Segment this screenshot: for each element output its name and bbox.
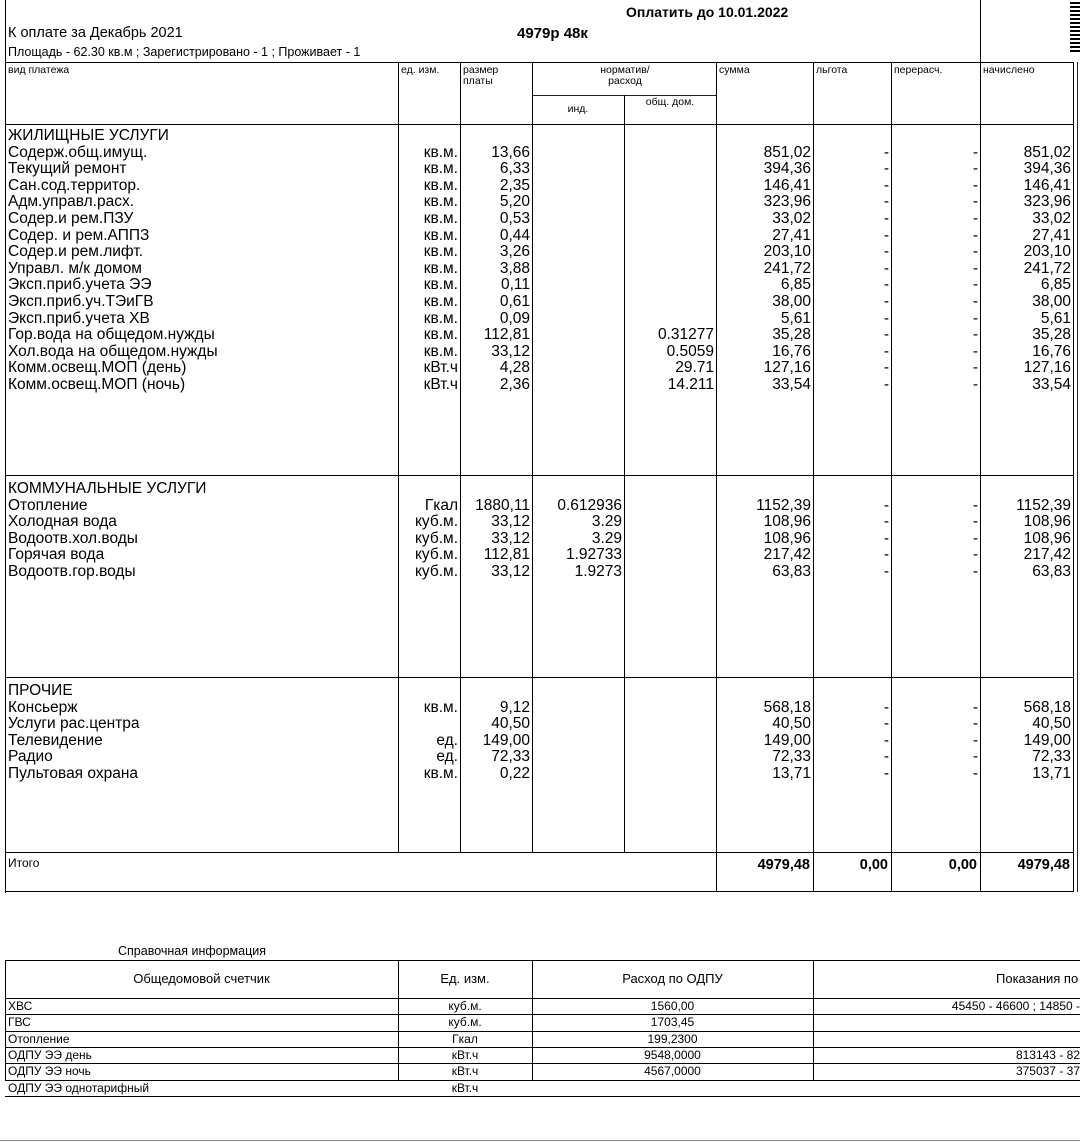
cell-sum: 146,41 [763, 176, 811, 194]
section-title: КОММУНАЛЬНЫЕ УСЛУГИ [8, 480, 207, 497]
cell-sum: 149,00 [763, 731, 811, 749]
cell-recalc: - [972, 160, 978, 178]
total-recalc: 0,00 [948, 857, 977, 873]
ref-cell-unit: Гкал [452, 1031, 478, 1046]
ref-header-readings: Показания по [996, 971, 1079, 986]
ref-header-meter: Общедомовой счетчик [133, 971, 270, 986]
ref-cell-usage: 1560,00 [650, 999, 695, 1013]
cell-rate: 4,28 [499, 359, 530, 377]
col-divider [624, 95, 625, 852]
total-label: Итого [8, 856, 40, 870]
cell-charged: 13,71 [1032, 765, 1071, 782]
left-border [5, 0, 6, 893]
cell-benefit: - [883, 309, 889, 327]
payment-name: Текущий ремонт [8, 160, 127, 178]
cell-recalc: - [972, 210, 978, 227]
col-header-norm-common: общ. дом. [645, 96, 695, 108]
cell-charged: 217,42 [1023, 546, 1071, 564]
cell-recalc: - [972, 259, 978, 277]
cell-sum: 203,10 [763, 243, 811, 261]
ref-header-usage: Расход по ОДПУ [622, 971, 723, 986]
cell-rate: 9,12 [499, 698, 530, 716]
cell-rate: 13,66 [491, 143, 530, 161]
cell-unit: кв.м. [423, 160, 458, 178]
cell-unit: кв.м. [423, 276, 458, 294]
ref-cell-usage: 9548,0000 [644, 1047, 701, 1062]
table-right-border [1073, 62, 1074, 892]
cell-rate: 2,36 [499, 376, 530, 393]
cell-rate: 149,00 [482, 731, 530, 749]
ref-cell-readings: 375037 - 37 [1015, 1064, 1080, 1079]
cell-charged: 40,50 [1032, 715, 1071, 733]
cell-recalc: - [972, 276, 978, 294]
payment-name: Радио [8, 748, 53, 766]
ref-header-unit: Ед. изм. [440, 971, 490, 986]
cell-charged: 72,33 [1032, 748, 1071, 766]
payment-name: Содерж.общ.имущ. [8, 143, 148, 161]
cell-unit: кв.м. [423, 326, 458, 344]
cell-rate: 112,81 [483, 326, 530, 344]
payment-name: Хол.вода на общедом.нужды [8, 342, 218, 360]
cell-sum: 35,28 [772, 326, 811, 344]
cell-unit: кв.м. [423, 342, 458, 360]
cell-sum: 63,83 [772, 563, 811, 580]
cell-benefit: - [883, 243, 889, 261]
col-header-benefit: льгота [816, 64, 848, 76]
cell-sum: 241,72 [763, 259, 811, 277]
payment-name: Услуги рас.центра [8, 715, 140, 733]
cell-rate: 0,22 [499, 765, 530, 782]
payment-name: Горячая вода [8, 546, 105, 564]
cell-unit: ед. [436, 731, 458, 749]
cell-benefit: - [883, 143, 889, 161]
cell-recalc: - [972, 715, 978, 733]
cell-charged: 63,83 [1032, 563, 1071, 580]
cell-charged: 394,36 [1023, 160, 1071, 178]
col-header-rate: размер платы [463, 64, 499, 87]
section-title: ПРОЧИЕ [8, 682, 73, 699]
cell-sum: 33,54 [772, 376, 811, 393]
cell-benefit: - [883, 160, 889, 178]
cell-sum: 1152,39 [756, 496, 811, 514]
payment-name: Комм.освещ.МОП (ночь) [8, 376, 186, 393]
cell-unit: кв.м. [423, 698, 458, 716]
cell-benefit: - [883, 513, 889, 531]
cell-recalc: - [972, 513, 978, 531]
cell-benefit: - [883, 276, 889, 294]
cell-rate: 1880,11 [475, 496, 530, 514]
cell-sum: 5,61 [780, 309, 811, 327]
cell-charged: 323,96 [1023, 193, 1071, 211]
ref-cell-readings: 45450 - 46600 ; 14850 - [951, 999, 1080, 1013]
cell-sum: 27,41 [772, 226, 811, 244]
cell-sum: 6,85 [780, 276, 811, 294]
total-charged: 4979,48 [1017, 857, 1070, 873]
ref-cell-unit: куб.м. [448, 999, 482, 1013]
ref-cell-meter: ХВС [8, 999, 33, 1013]
cell-benefit: - [883, 293, 889, 310]
header-bottom-border [5, 124, 1074, 125]
col-header-norm-ind: инд. [567, 103, 589, 115]
col-header-type: вид платежа [8, 64, 70, 76]
payment-name: Холодная вода [8, 513, 117, 531]
cell-rate: 33,12 [491, 529, 530, 547]
col-header-sum: сумма [719, 64, 750, 76]
col-header-recalc: перерасч. [894, 64, 943, 76]
cell-unit: кв.м. [423, 765, 458, 782]
payment-name: Водоотв.гор.воды [8, 563, 136, 580]
cell-rate: 0,44 [499, 226, 530, 244]
cell-unit: куб.м. [414, 529, 458, 547]
payment-name: Водоотв.хол.воды [8, 529, 138, 547]
cell-sum: 127,16 [763, 359, 811, 377]
cell-recalc: - [972, 731, 978, 749]
cell-unit: Гкал [424, 496, 458, 514]
cell-unit: кв.м. [423, 143, 458, 161]
cell-sum: 33,02 [772, 210, 811, 227]
cell-sum: 40,50 [772, 715, 811, 733]
cell-unit: кв.м. [423, 259, 458, 277]
cell-recalc: - [972, 309, 978, 327]
ref-cell-usage: 199,2300 [647, 1031, 698, 1046]
payment-name: Консьерж [8, 698, 78, 716]
payment-name: Эксп.приб.учета ХВ [8, 309, 150, 327]
cell-charged: 1152,39 [1016, 496, 1071, 514]
cell-recalc: - [972, 326, 978, 344]
ref-cell-readings: 813143 - 82 [1015, 1047, 1080, 1062]
cell-charged: 203,10 [1023, 243, 1071, 261]
cell-unit: куб.м. [414, 563, 458, 580]
payment-name: Эксп.приб.уч.ТЭиГВ [8, 293, 154, 310]
cell-charged: 35,28 [1032, 326, 1071, 344]
cell-sum: 13,71 [772, 765, 811, 782]
total-benefit: 0,00 [859, 857, 888, 873]
cell-charged: 146,41 [1023, 176, 1071, 194]
reference-title: Справочная информация [118, 944, 267, 958]
cell-common: 0.5059 [666, 342, 714, 360]
cell-unit: кв.м. [423, 293, 458, 310]
payment-name: Отопление [8, 496, 88, 514]
col-header-norm: норматив/ расход [600, 64, 650, 87]
page-bottom-line [0, 1140, 1080, 1141]
cell-recalc: - [972, 765, 978, 782]
cell-charged: 16,76 [1032, 342, 1071, 360]
cell-ind: 1.9273 [574, 563, 622, 580]
ref-cell-usage: 4567,0000 [644, 1064, 701, 1079]
cell-charged: 6,85 [1040, 276, 1071, 294]
cell-rate: 0,11 [500, 276, 530, 294]
cell-rate: 33,12 [491, 513, 530, 531]
cell-recalc: - [972, 546, 978, 564]
payment-name: Адм.управл.расх. [8, 193, 135, 211]
cell-recalc: - [972, 748, 978, 766]
cell-unit: кВт.ч [423, 376, 458, 393]
cell-benefit: - [883, 765, 889, 782]
table-top-border [5, 62, 1074, 63]
cell-benefit: - [883, 748, 889, 766]
cell-rate: 0,61 [499, 293, 530, 310]
cell-charged: 127,16 [1023, 359, 1071, 377]
cell-benefit: - [883, 176, 889, 194]
cell-ind: 1.92733 [565, 546, 622, 564]
col-header-charged: начислено [983, 64, 1035, 76]
cell-recalc: - [972, 176, 978, 194]
cell-charged: 149,00 [1023, 731, 1071, 749]
pay-title: К оплате за Декабрь 2021 [8, 25, 183, 41]
cell-charged: 108,96 [1023, 513, 1071, 531]
cell-recalc: - [972, 698, 978, 716]
cell-ind: 3.29 [591, 529, 622, 547]
cell-benefit: - [883, 259, 889, 277]
ref-cell-unit: кВт.ч [451, 1047, 479, 1062]
ref-cell-meter: ОДПУ ЭЭ день [8, 1047, 92, 1062]
payment-name: Сан.сод.территор. [8, 176, 141, 194]
cell-benefit: - [883, 226, 889, 244]
cell-common: 29.71 [675, 359, 714, 377]
cell-recalc: - [972, 376, 978, 393]
ref-cell-meter: ГВС [8, 1015, 31, 1030]
col-divider [532, 62, 533, 852]
cell-recalc: - [972, 193, 978, 211]
cell-rate: 40,50 [491, 715, 530, 733]
cell-recalc: - [972, 342, 978, 360]
cell-rate: 6,33 [499, 160, 530, 178]
cell-unit: ед. [436, 748, 458, 766]
ref-top-border [5, 960, 1080, 961]
ref-cell-meter: Отопление [8, 1031, 70, 1046]
cell-recalc: - [972, 226, 978, 244]
payment-name: Пультовая охрана [8, 765, 139, 782]
pay-amount: 4979р 48к [517, 25, 588, 42]
payment-name: Содер.и рем.ПЗУ [8, 210, 134, 227]
cell-unit: кв.м. [423, 193, 458, 211]
cell-charged: 108,96 [1023, 529, 1071, 547]
cell-charged: 568,18 [1023, 698, 1071, 716]
cell-unit: кв.м. [423, 243, 458, 261]
cell-recalc: - [972, 496, 978, 514]
cell-common: 14.211 [667, 376, 714, 393]
cell-sum: 16,76 [772, 342, 811, 360]
ref-cell-unit: куб.м. [448, 1015, 482, 1030]
cell-recalc: - [972, 563, 978, 580]
cell-unit: куб.м. [414, 546, 458, 564]
header-divider [980, 0, 981, 62]
cell-charged: 27,41 [1032, 226, 1071, 244]
cell-sum: 108,96 [763, 529, 811, 547]
cell-unit: кв.м. [423, 309, 458, 327]
cell-sum: 394,36 [763, 160, 811, 178]
cell-ind: 0.612936 [557, 496, 622, 514]
qr-code-icon [1070, 0, 1080, 52]
cell-sum: 217,42 [763, 546, 811, 564]
payment-name: Гор.вода на общедом.нужды [8, 326, 215, 344]
cell-charged: 851,02 [1023, 143, 1071, 161]
cell-recalc: - [972, 243, 978, 261]
total-top-border [5, 852, 1074, 853]
cell-recalc: - [972, 143, 978, 161]
cell-sum: 38,00 [772, 293, 811, 310]
total-sum: 4979,48 [757, 857, 810, 873]
cell-rate: 33,12 [491, 342, 530, 360]
ref-cell-unit: кВт.ч [451, 1080, 479, 1095]
cell-rate: 72,33 [491, 748, 530, 766]
cell-rate: 33,12 [491, 563, 530, 580]
cell-ind: 3.29 [591, 513, 622, 531]
cell-rate: 0,09 [499, 309, 530, 327]
cell-benefit: - [883, 342, 889, 360]
cell-benefit: - [883, 359, 889, 377]
payment-name: Телевидение [8, 731, 103, 749]
payment-name: Комм.освещ.МОП (день) [8, 359, 187, 377]
col-header-unit: ед. изм. [401, 64, 440, 76]
cell-unit: кВт.ч [423, 359, 458, 377]
cell-recalc: - [972, 359, 978, 377]
cell-benefit: - [883, 210, 889, 227]
cell-benefit: - [883, 546, 889, 564]
cell-charged: 241,72 [1023, 259, 1071, 277]
cell-benefit: - [883, 376, 889, 393]
cell-unit: кв.м. [423, 226, 458, 244]
cell-unit: куб.м. [414, 513, 458, 531]
cell-charged: 38,00 [1032, 293, 1071, 310]
right-strip-border [1077, 62, 1078, 892]
apartment-info: Площадь - 62.30 кв.м ; Зарегистрировано - 1 ; Проживает - 1 [8, 45, 361, 59]
cell-charged: 5,61 [1040, 309, 1071, 327]
cell-recalc: - [972, 293, 978, 310]
cell-benefit: - [883, 496, 889, 514]
cell-benefit: - [883, 193, 889, 211]
pay-until: Оплатить до 10.01.2022 [626, 4, 789, 20]
cell-rate: 3,88 [499, 259, 530, 277]
cell-common: 0.31277 [657, 326, 714, 344]
section-divider [5, 677, 1074, 678]
cell-unit: кв.м. [423, 210, 458, 227]
ref-cell-meter: ОДПУ ЭЭ ночь [8, 1064, 91, 1079]
cell-unit: кв.м. [423, 176, 458, 194]
cell-sum: 323,96 [763, 193, 811, 211]
cell-sum: 851,02 [763, 143, 811, 161]
payment-name: Управл. м/к домом [8, 259, 142, 277]
table-bottom-border [5, 891, 1074, 892]
cell-rate: 2,35 [499, 176, 530, 194]
cell-recalc: - [972, 529, 978, 547]
cell-rate: 0,53 [499, 210, 530, 227]
cell-sum: 108,96 [763, 513, 811, 531]
cell-benefit: - [883, 731, 889, 749]
cell-benefit: - [883, 563, 889, 580]
cell-benefit: - [883, 326, 889, 344]
cell-benefit: - [883, 529, 889, 547]
cell-sum: 568,18 [763, 698, 811, 716]
cell-charged: 33,54 [1032, 376, 1071, 393]
cell-rate: 5,20 [499, 193, 530, 211]
payment-name: Содер.и рем.лифт. [8, 243, 144, 261]
cell-rate: 112,81 [483, 546, 530, 564]
cell-sum: 72,33 [772, 748, 811, 766]
ref-cell-unit: кВт.ч [451, 1064, 479, 1079]
cell-charged: 33,02 [1032, 210, 1071, 227]
cell-benefit: - [883, 715, 889, 733]
payment-name: Содер. и рем.АППЗ [8, 226, 150, 244]
payment-name: Эксп.приб.учета ЭЭ [8, 276, 152, 294]
cell-benefit: - [883, 698, 889, 716]
section-title: ЖИЛИЩНЫЕ УСЛУГИ [8, 127, 169, 144]
ref-cell-usage: 1703,45 [650, 1015, 695, 1030]
ref-cell-meter: ОДПУ ЭЭ однотарифный [8, 1080, 150, 1095]
cell-rate: 3,26 [499, 243, 530, 261]
section-divider [5, 475, 1074, 476]
